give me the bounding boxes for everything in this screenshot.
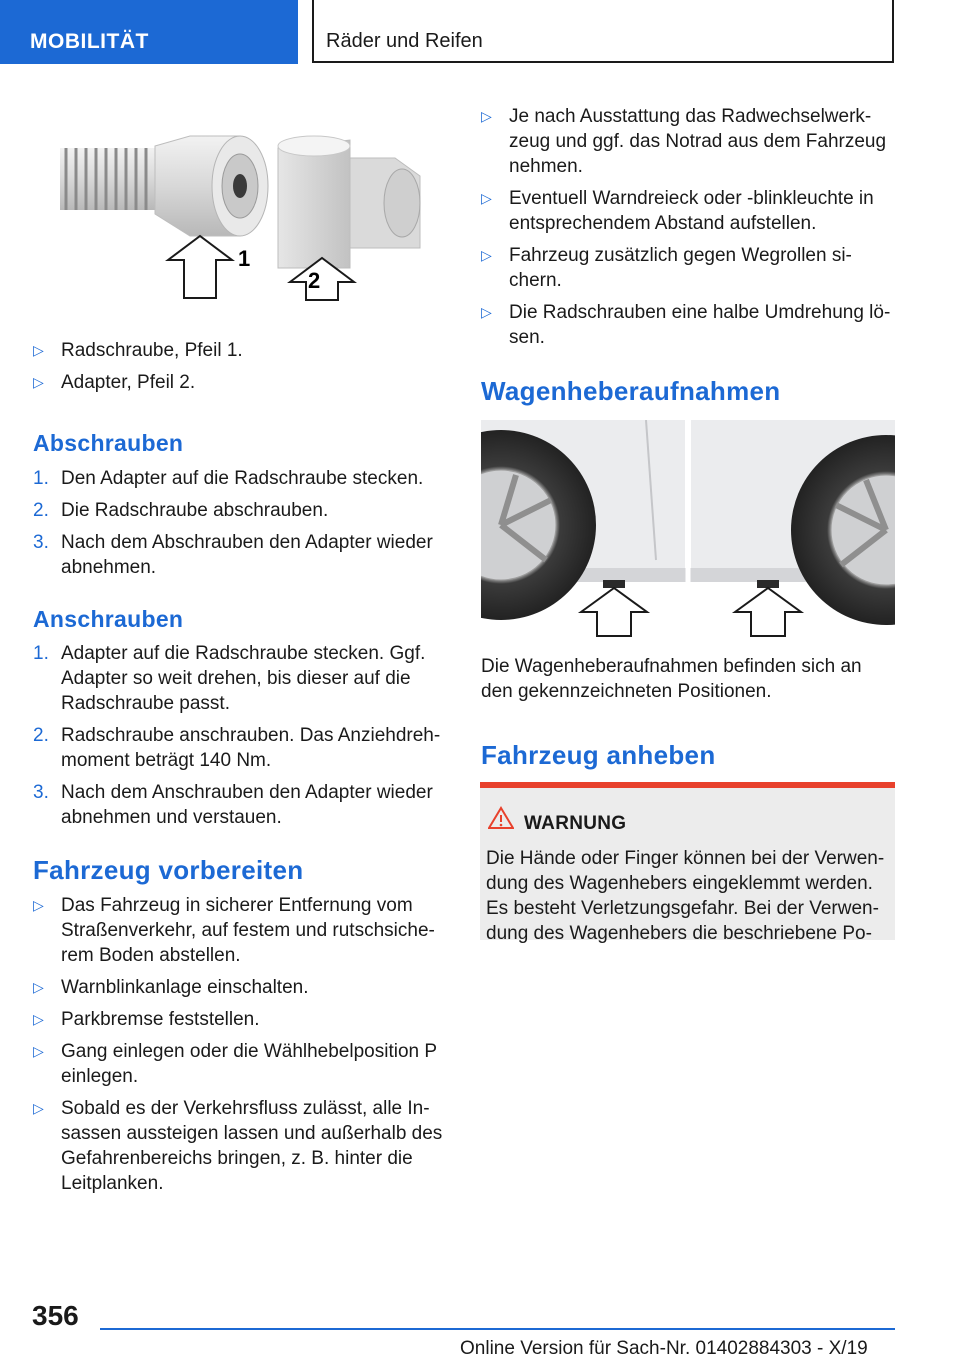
heading-abschrauben: Abschrauben — [33, 430, 184, 456]
triangle-right-outline-icon: ▷ — [481, 247, 492, 263]
arrow-1 — [168, 236, 250, 298]
triangle-right-outline-icon: ▷ — [481, 304, 492, 320]
footer-text: Online Version für Sach-Nr. 01402884303 - X/19 — [460, 1338, 868, 1359]
jack-points-figure — [481, 420, 895, 638]
warning-text: Die Hände oder Finger können bei der Verwen- dung des Wagenhebers eingeklemmt werden. Es besteht Verletzungsgefahr. Bei der Verwen- dung des Wagenhebers die beschriebene Po- — [486, 848, 885, 944]
triangle-right-outline-icon: ▷ — [33, 1011, 44, 1027]
heading-wagenheber: Wagenheberaufnahmen — [481, 376, 781, 406]
heading-anschrauben: Anschrauben — [33, 606, 184, 632]
chapter-header — [312, 0, 894, 63]
triangle-right-outline-icon: ▷ — [33, 342, 44, 358]
triangle-right-outline-icon: ▷ — [33, 897, 44, 913]
section-tab — [0, 0, 298, 64]
heading-anheben: Fahrzeug anheben — [481, 740, 716, 770]
page-number: 356 — [32, 1300, 79, 1331]
adapter — [278, 136, 420, 268]
bolt-thread — [60, 148, 160, 210]
triangle-right-outline-icon: ▷ — [481, 108, 492, 124]
section-title: MOBILITÄT — [30, 30, 149, 53]
triangle-right-outline-icon: ▷ — [33, 1043, 44, 1059]
warning-box — [480, 782, 895, 944]
footer-rule — [100, 1328, 895, 1330]
paragraph: Die Wagenheberaufnahmen befinden sich an den gekennzeichneten Positionen. — [481, 656, 862, 702]
warning-label: WARNUNG — [524, 813, 627, 834]
warning-triangle-icon — [488, 806, 514, 830]
triangle-right-outline-icon: ▷ — [33, 979, 44, 995]
triangle-right-outline-icon: ▷ — [481, 190, 492, 206]
lock-bolt-figure — [50, 118, 450, 308]
triangle-right-outline-icon: ▷ — [33, 374, 44, 390]
callout-1: 1 — [238, 246, 251, 271]
callout-2: 2 — [308, 268, 321, 293]
chapter-title: Räder und Reifen — [326, 30, 483, 52]
triangle-right-outline-icon: ▷ — [33, 1100, 44, 1116]
heading-vorbereiten: Fahrzeug vorbereiten — [33, 855, 304, 885]
